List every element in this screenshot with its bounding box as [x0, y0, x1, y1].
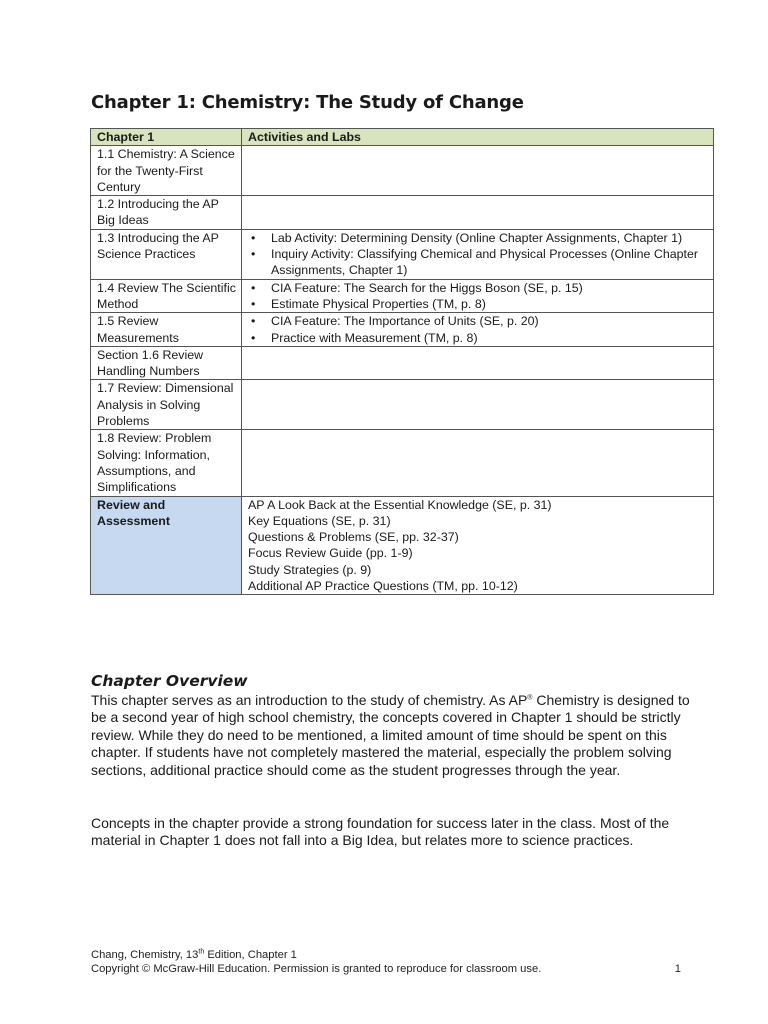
- activity-item: • CIA Feature: The Search for the Higgs Boson (SE, p. 15): [248, 280, 708, 296]
- table-row: [91, 346, 714, 380]
- review-items-cell: [242, 496, 714, 595]
- footer-edition-suffix: th: [198, 948, 205, 956]
- activity-list: [248, 280, 708, 313]
- footer-edition: Edition, Chapter 1: [204, 949, 297, 961]
- activity-item: • Lab Activity: Determining Density (Online Chapter Assignments, Chapter 1): [248, 230, 708, 246]
- table-row: [91, 430, 714, 496]
- activities-cell: [242, 346, 714, 380]
- activity-list: [248, 313, 708, 346]
- table-row: [91, 146, 714, 196]
- review-row: [91, 496, 714, 595]
- activities-cell: [242, 380, 714, 430]
- page-footer: [91, 948, 681, 976]
- page-number: 1: [674, 963, 681, 975]
- activity-item: • Inquiry Activity: Classifying Chemical and Physical Processes (Online Chapter Assignments, Chapter 1): [248, 246, 708, 279]
- review-label-cell: Review and Assessment: [91, 496, 242, 595]
- footer-citation: [91, 948, 681, 962]
- header-activities: Activities and Labs: [242, 129, 714, 146]
- overview-paragraph-1: [91, 692, 691, 779]
- activity-item: • Practice with Measurement (TM, p. 8): [248, 330, 708, 346]
- section-cell: 1.8 Review: Problem Solving: Information, Assumptions, and Simplifications: [91, 430, 242, 496]
- section-cell: 1.3 Introducing the AP Science Practices: [91, 229, 242, 279]
- review-item: Key Equations (SE, p. 31): [248, 513, 391, 528]
- table-row: [91, 229, 714, 279]
- table-row: [91, 196, 714, 230]
- activities-cell: [242, 229, 714, 279]
- table-row: [91, 313, 714, 347]
- activities-table: [90, 128, 714, 595]
- header-chapter: Chapter 1: [91, 129, 242, 146]
- table-row: [91, 279, 714, 313]
- footer-copyright: Copyright © McGraw-Hill Education. Permission is granted to reproduce for classroom use.: [91, 963, 542, 975]
- footer-copyright-row: [91, 962, 681, 976]
- review-item: Focus Review Guide (pp. 1-9): [248, 546, 413, 561]
- activities-cell: [242, 146, 714, 196]
- overview-text-start: This chapter serves as an introduction to the study of chemistry. As AP: [91, 692, 528, 708]
- activities-cell: [242, 313, 714, 347]
- activities-cell: [242, 279, 714, 313]
- section-cell: 1.4 Review The Scientific Method: [91, 279, 242, 313]
- overview-paragraph-2: Concepts in the chapter provide a strong foundation for success later in the class. Most of the material in Chapter 1 does not fall into a Big Idea, but relates more to science practices.: [91, 815, 670, 849]
- section-cell: Section 1.6 Review Handling Numbers: [91, 346, 242, 380]
- review-item: Study Strategies (p. 9): [248, 562, 372, 577]
- activities-cell: [242, 430, 714, 496]
- overview-heading: Chapter Overview: [91, 672, 248, 690]
- activities-cell: [242, 196, 714, 230]
- overview-text-rest: Chemistry is designed to be a second year of high school chemistry, the concepts covered in Chapter 1 should be strictly review. While they do need to be mentioned, a limited amount of time should be spent on this chapter. If students have not completely mastered the material, especially the problem solving sections, additional practice should come as the student progresses through the year.: [91, 692, 690, 778]
- table-row: [91, 380, 714, 430]
- footer-book: Chang, Chemistry, 13: [91, 949, 199, 961]
- review-item: AP A Look Back at the Essential Knowledge (SE, p. 31): [248, 497, 552, 512]
- section-cell: 1.1 Chemistry: A Science for the Twenty-First Century: [91, 146, 242, 196]
- registered-mark: ®: [527, 694, 533, 702]
- page-title: Chapter 1: Chemistry: The Study of Change: [91, 92, 524, 113]
- review-item: Questions & Problems (SE, pp. 32-37): [248, 530, 459, 545]
- activity-list: [248, 230, 708, 279]
- section-cell: 1.7 Review: Dimensional Analysis in Solving Problems: [91, 380, 242, 430]
- table-header-row: [91, 129, 714, 146]
- section-cell: 1.5 Review Measurements: [91, 313, 242, 347]
- activity-item: • Estimate Physical Properties (TM, p. 8): [248, 296, 708, 312]
- activity-item: • CIA Feature: The Importance of Units (SE, p. 20): [248, 313, 708, 329]
- section-cell: 1.2 Introducing the AP Big Ideas: [91, 196, 242, 230]
- review-item: Additional AP Practice Questions (TM, pp. 10-12): [248, 579, 518, 594]
